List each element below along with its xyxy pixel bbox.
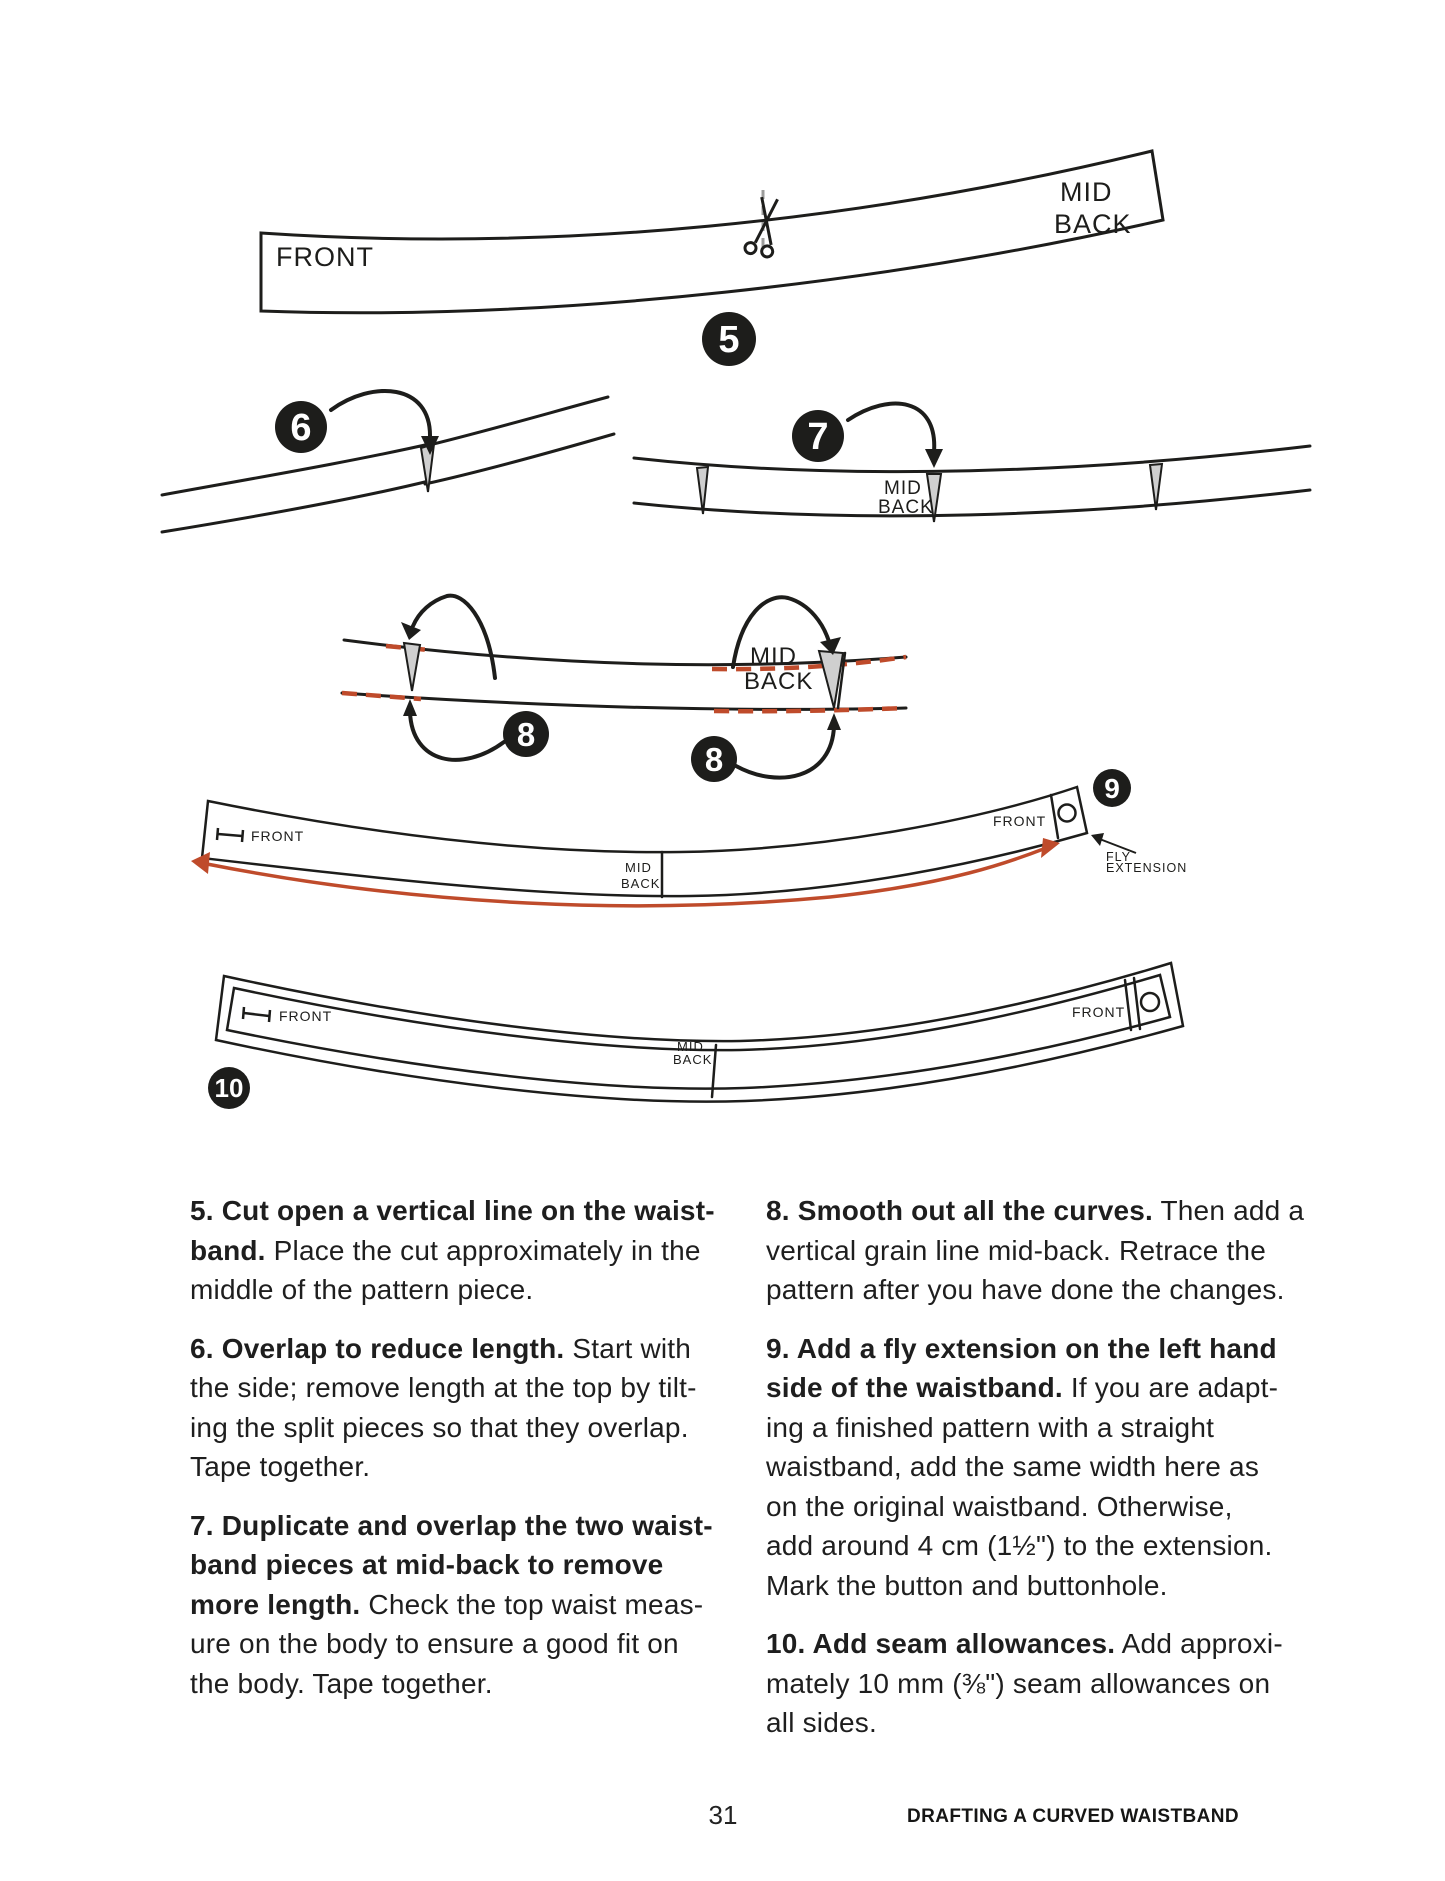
diagram-step9 [191,769,1187,906]
instruction-line [766,1526,1306,1566]
front-label: FRONT [1072,1004,1126,1020]
instruction-paragraph [190,1329,730,1487]
instruction-line [190,1447,730,1487]
instruction-line [190,1231,730,1271]
mid-back-label: MID [625,860,652,875]
svg-text:10: 10 [214,1073,244,1103]
instruction-lead-in: 8. Smooth out all the curves. [766,1195,1153,1226]
front-label: FRONT [279,1008,333,1024]
svg-text:6: 6 [290,407,312,449]
pointer-arrow [410,712,504,760]
instruction-text: the side; remove length at the top by tilt- [190,1372,697,1403]
instruction-line [766,1191,1306,1231]
instruction-line [190,1329,730,1369]
step-badge-6 [275,401,327,453]
instructions-right-column [766,1191,1306,1762]
fly-extension-label: EXTENSION [1106,861,1188,875]
step-badge-8-left [503,711,549,757]
instruction-line [766,1270,1306,1310]
mid-back-label: BACK [621,876,661,891]
instruction-line [766,1447,1306,1487]
instruction-lead-in: band pieces at mid-back to remove [190,1549,664,1580]
instruction-text: ing the split pieces so that they overlap. [190,1411,689,1443]
pointer-arrow [848,404,934,452]
diagram-step8 [342,596,906,782]
overlap-wedge [697,467,708,514]
instruction-text: vertical grain line mid-back. Retrace the [766,1234,1266,1266]
overlap-wedge [1150,464,1162,510]
overlap-wedge [404,643,420,691]
svg-text:8: 8 [516,716,536,753]
svg-text:7: 7 [807,416,829,458]
instruction-line [190,1585,730,1625]
instruction-lead-in: more length. [190,1588,361,1620]
instruction-text: the body. Tape together. [190,1667,493,1699]
step-badge-5 [702,312,756,366]
instruction-text: ing a finished pattern with a straight [766,1411,1215,1443]
instruction-lead-in: 9. Add a fly extension on the left hand [766,1332,1277,1364]
step-badge-10 [208,1067,250,1109]
instruction-text: Tape together. [190,1451,371,1482]
instruction-text: If you are adapt- [1062,1372,1279,1403]
svg-text:9: 9 [1104,773,1120,804]
instruction-text: on the original waistband. Otherwise, [766,1490,1233,1522]
mid-back-label: BACK [1054,209,1132,239]
instruction-text: mately 10 mm (⅜") seam allowances on [766,1667,1271,1699]
instruction-lead-in: band. [190,1234,266,1266]
pointer-arrow [736,726,834,778]
instruction-lead-in: side of the waistband. [766,1372,1063,1403]
instruction-lead-in: 5. Cut open a vertical line on the waist- [190,1195,715,1226]
mid-back-label: BACK [878,497,934,518]
mid-back-label: MID [750,643,797,670]
mid-back-label: MID [677,1039,704,1054]
instruction-line [190,1624,730,1664]
fold-arc [413,596,495,678]
instruction-line [766,1664,1306,1704]
mid-back-label: MID [1060,177,1113,207]
overlap-wedge [421,444,434,492]
instruction-lead-in: 10. Add seam allowances. [766,1628,1116,1659]
waistband-piece [261,151,1163,313]
instruction-line [190,1408,730,1448]
instruction-paragraph [190,1191,730,1310]
instruction-text: Add approxi- [1115,1628,1283,1659]
instruction-line [766,1329,1306,1369]
page-number: 31 [708,1800,738,1830]
instruction-line [766,1703,1306,1743]
instruction-text: add around 4 cm (1½") to the extension. [766,1530,1273,1561]
instruction-text: ure on the body to ensure a good fit on [190,1628,679,1659]
mid-back-label: BACK [673,1052,713,1067]
instruction-paragraph [766,1624,1306,1743]
svg-text:8: 8 [704,741,724,778]
instruction-text: Check the top waist meas- [360,1588,704,1620]
instruction-paragraph [766,1329,1306,1606]
diagram-step6 [162,391,614,532]
pointer-arrow [331,391,430,437]
instruction-paragraph [190,1506,730,1704]
instruction-text: Mark the button and buttonhole. [766,1569,1168,1601]
instruction-text: Start with [564,1332,692,1364]
diagram-step7 [634,404,1310,522]
front-label: FRONT [993,813,1047,829]
front-label: FRONT [251,828,305,844]
instruction-text: all sides. [766,1707,877,1738]
instruction-line [766,1624,1306,1664]
instruction-lead-in: 7. Duplicate and overlap the two waist- [190,1509,713,1541]
instruction-lead-in: 6. Overlap to reduce length. [190,1332,565,1364]
instruction-paragraph [766,1191,1306,1310]
instruction-line [190,1368,730,1408]
instruction-text: pattern after you have done the changes. [766,1274,1285,1305]
instruction-line [766,1487,1306,1527]
step-badge-9 [1093,769,1131,807]
fly-extension-label: FLY [1106,850,1131,864]
instruction-line [190,1191,730,1231]
instruction-line [190,1270,730,1310]
instruction-line [190,1545,730,1585]
instruction-line [190,1664,730,1704]
instructions-left-column [190,1191,730,1722]
instruction-text: Then add a [1153,1195,1305,1226]
instruction-line [190,1506,730,1546]
running-title: DRAFTING A CURVED WAISTBAND [906,1806,1239,1827]
step-badge-7 [792,410,844,462]
mid-back-label: BACK [744,668,814,695]
mid-back-label: MID [884,478,922,499]
instruction-text: waistband, add the same width here as [766,1451,1260,1482]
instruction-text: middle of the pattern piece. [190,1274,534,1305]
instruction-line [766,1368,1306,1408]
instruction-text: Place the cut approximately in the [265,1234,701,1266]
diagram-step10 [208,963,1183,1109]
step-badge-8-right [691,736,737,782]
instruction-line [766,1566,1306,1606]
instruction-line [766,1231,1306,1271]
instruction-line [766,1408,1306,1448]
svg-text:5: 5 [718,319,740,361]
diagram-step5 [261,151,1163,366]
front-label: FRONT [276,242,374,272]
